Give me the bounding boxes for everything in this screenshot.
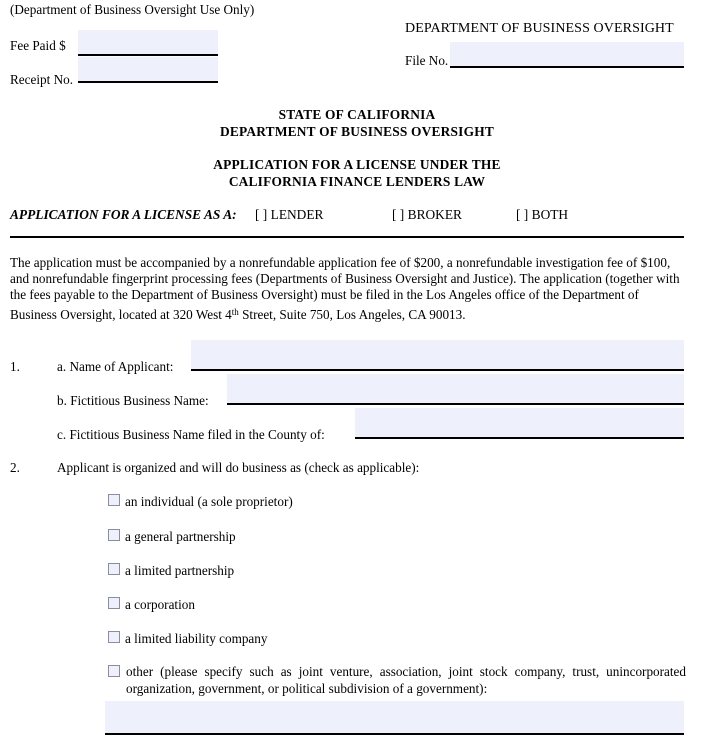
org-type-checkbox-limited-partnership[interactable]: [108, 563, 120, 575]
org-type-checkbox-other[interactable]: [108, 665, 120, 677]
fee-paragraph-superscript: th: [231, 306, 239, 317]
header-divider-rule: [10, 236, 684, 238]
fee-paid-field-rule: [78, 54, 218, 56]
org-type-other-field-rule: [105, 733, 684, 735]
agency-name-heading: DEPARTMENT OF BUSINESS OVERSIGHT: [405, 21, 674, 36]
org-type-other-field-fill: [105, 701, 684, 733]
receipt-no-label: Receipt No.: [10, 72, 73, 87]
receipt-no-field-fill: [78, 57, 218, 81]
fictitious-name-county-label: c. Fictitious Business Name filed in the County of:: [57, 427, 325, 442]
org-type-label-general-partnership[interactable]: a general partnership: [125, 529, 236, 544]
license-option-both-label: BOTH: [531, 207, 569, 222]
fee-paragraph-part2: Street, Suite 750, Los Angeles, CA 90013.: [238, 306, 466, 322]
license-option-lender-box[interactable]: [ ]: [255, 207, 268, 222]
title-line-law: CALIFORNIA FINANCE LENDERS LAW: [228, 174, 486, 189]
applicant-name-field-fill: [191, 340, 684, 369]
fee-instructions-paragraph: [10, 255, 686, 323]
license-option-both[interactable]: [516, 207, 568, 223]
title-line-department: DEPARTMENT OF BUSINESS OVERSIGHT: [220, 124, 494, 139]
fictitious-business-name-field-rule: [227, 403, 684, 405]
org-type-label-corporation[interactable]: a corporation: [125, 597, 195, 612]
license-option-lender-label: LENDER: [270, 207, 324, 222]
license-type-prompt: APPLICATION FOR A LICENSE AS A:: [10, 207, 237, 222]
title-line-state: STATE OF CALIFORNIA: [278, 107, 436, 122]
title-line-application: APPLICATION FOR A LICENSE UNDER THE: [213, 157, 501, 172]
dbo-use-only-note: (Department of Business Oversight Use Only): [10, 2, 255, 17]
license-option-broker-box[interactable]: [ ]: [392, 207, 405, 222]
license-option-both-box[interactable]: [ ]: [516, 207, 529, 222]
organization-type-prompt: Applicant is organized and will do business as (check as applicable):: [57, 460, 420, 475]
org-type-checkbox-llc[interactable]: [108, 631, 120, 643]
file-no-field-rule: [450, 66, 684, 68]
applicant-name-label: a. Name of Applicant:: [57, 359, 174, 374]
item-2-number: 2.: [10, 460, 20, 475]
org-type-checkbox-individual[interactable]: [108, 494, 120, 506]
fictitious-name-county-field-fill: [355, 408, 684, 437]
file-no-label: File No.: [405, 53, 449, 68]
title-block: [0, 106, 714, 140]
application-title-block: [0, 156, 714, 190]
file-no-field-fill: [450, 42, 684, 66]
item-1-number: 1.: [10, 359, 20, 374]
fee-paid-label: Fee Paid $: [10, 38, 66, 53]
receipt-no-field-rule: [78, 81, 218, 83]
org-type-label-other[interactable]: other (please specify such as joint venture, association, joint stock company, trust, unincorporated organization, government, or political subdivision of a government):: [126, 664, 686, 696]
license-option-broker[interactable]: [392, 207, 462, 223]
org-type-checkbox-general-partnership[interactable]: [108, 529, 120, 541]
org-type-label-llc[interactable]: a limited liability company: [125, 631, 268, 646]
license-option-lender[interactable]: [255, 207, 323, 223]
applicant-name-field-rule: [191, 369, 684, 371]
fee-paid-field-fill: [78, 30, 218, 54]
fictitious-name-county-field-rule: [355, 437, 684, 439]
fee-paragraph-part1: The application must be accompanied by a nonrefundable application fee of $200, a nonrefundable investigation fee of $100, and nonrefundable fingerprint processing fees (Departments of Business Oversight and Justice). The application (together with the fees payable to the Department of Business Oversight) must be filed in the Los Angeles office of the Department of Business Oversight, located at 320 West 4: [10, 255, 680, 322]
fictitious-business-name-label: b. Fictitious Business Name:: [57, 393, 209, 408]
org-type-label-individual[interactable]: an individual (a sole proprietor): [125, 494, 293, 509]
org-type-label-limited-partnership[interactable]: a limited partnership: [125, 563, 235, 578]
license-option-broker-label: BROKER: [407, 207, 462, 222]
fictitious-business-name-field-fill: [227, 374, 684, 403]
org-type-checkbox-corporation[interactable]: [108, 597, 120, 609]
